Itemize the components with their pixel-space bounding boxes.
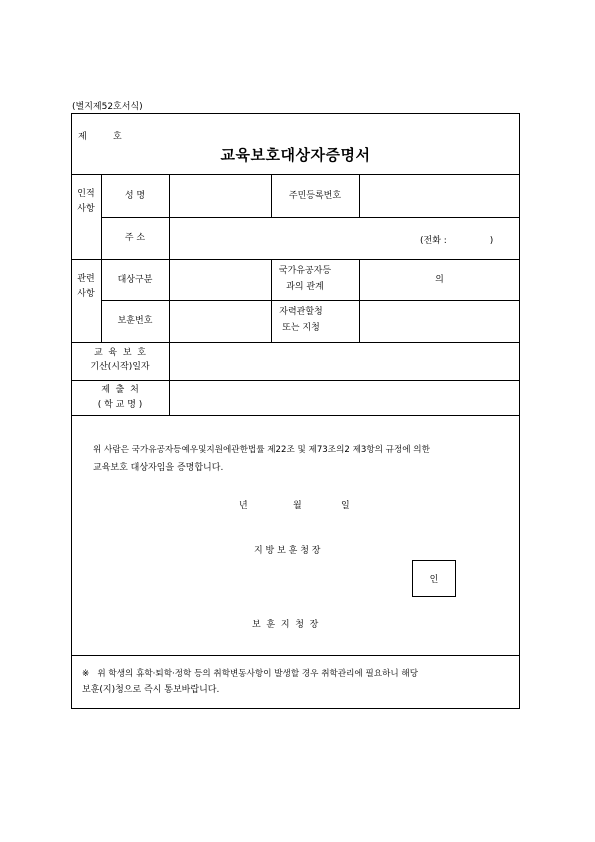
phone-label: (전화 : ) bbox=[420, 236, 494, 246]
note-line-2: 보훈(지)청으로 즉시 통보바랍니다. bbox=[82, 685, 220, 695]
target-category-label: 대상구분 bbox=[117, 275, 153, 285]
date-year: 년 bbox=[239, 501, 248, 511]
agency-label-line2: 또는 지청 bbox=[282, 323, 320, 333]
issuer-local-office: 지 방 보 훈 청 장 bbox=[254, 546, 321, 556]
divider-after-edu bbox=[71, 380, 520, 381]
resident-number-label: 주민등록번호 bbox=[288, 191, 342, 201]
official-seal-box bbox=[412, 560, 456, 597]
date-month: 월 bbox=[293, 501, 302, 511]
divider-after-personal bbox=[71, 259, 520, 260]
section-personal-info: 인적사항 bbox=[77, 189, 95, 214]
address-label: 주 소 bbox=[124, 233, 146, 243]
submit-to-label-line1: 제 출 처 bbox=[101, 385, 139, 395]
divider-relation-right bbox=[359, 259, 360, 342]
doc-number-prefix: 제 bbox=[78, 132, 87, 142]
section-related-info: 관련사항 bbox=[77, 274, 95, 299]
divider-rrn-right bbox=[359, 174, 360, 217]
issuer-branch-office: 보 훈 지 청 장 bbox=[252, 620, 319, 630]
statement-line-1: 위 사람은 국가유공자등예우및지원에관한법률 제22조 및 제73조의2 제3항의 규정에 의한 bbox=[93, 445, 430, 455]
relation-suffix: 의 bbox=[435, 275, 444, 285]
agency-label-line1: 자력관할청 bbox=[279, 307, 323, 317]
divider-label-col bbox=[169, 174, 170, 415]
document-title: 교육보호대상자증명서 bbox=[220, 146, 371, 164]
submit-to-label-line2: ( 학 교 명 ) bbox=[97, 400, 143, 410]
edu-protection-label-line1: 교 육 보 호 bbox=[94, 348, 146, 358]
form-number-label: (별지제52호서식) bbox=[72, 102, 143, 112]
name-label: 성 명 bbox=[124, 191, 146, 201]
statement-line-2: 교육보호 대상자임을 증명합니다. bbox=[93, 463, 224, 473]
doc-number-suffix: 호 bbox=[113, 132, 122, 142]
seal-label: 인 bbox=[429, 575, 439, 585]
divider-after-title bbox=[71, 174, 520, 175]
relation-label-line2: 과의 관계 bbox=[286, 282, 324, 292]
veteran-number-label: 보훈번호 bbox=[117, 316, 153, 326]
divider-personal-mid bbox=[101, 217, 520, 218]
relation-label-line1: 국가유공자등 bbox=[278, 266, 332, 276]
date-day: 일 bbox=[341, 501, 350, 511]
divider-related-mid bbox=[101, 300, 520, 301]
note-line-1: ※ 위 학생의 휴학·퇴학·정학 등의 취학변동사항이 발생할 경우 취학관리에 필요하니 해당 bbox=[82, 669, 419, 679]
edu-protection-label-line2: 기산(시작)일자 bbox=[90, 362, 150, 372]
divider-after-submit bbox=[71, 415, 520, 416]
divider-before-note bbox=[71, 655, 520, 656]
divider-after-related bbox=[71, 342, 520, 343]
